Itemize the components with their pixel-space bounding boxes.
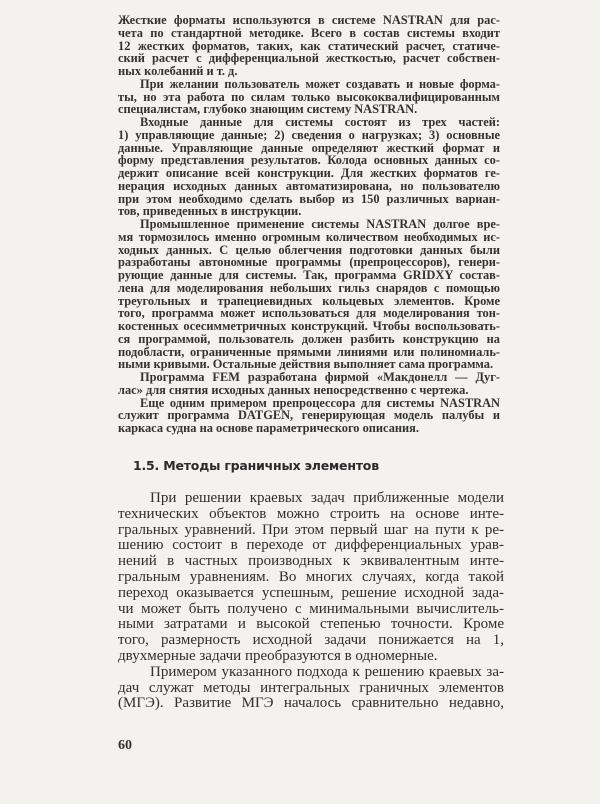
- text-line: держит описание всей конструкции. Для жестких форматов ге-: [118, 166, 500, 180]
- text-line: ты, но эта работа по силам только высококвалифицированным: [118, 89, 500, 104]
- text-line: 12 жестких форматов, таких, как статический расчет, статиче-: [118, 38, 500, 53]
- page-number: 60: [118, 738, 132, 753]
- text-line: каркаса судна на основе параметрического описания.: [118, 421, 419, 435]
- text-line: шению состоит в переходе от дифференциальных урав-: [118, 537, 504, 554]
- text-line: При решении краевых задач приближенные модели: [150, 490, 504, 506]
- text-block-boundary-elements: [118, 491, 504, 712]
- text-line: специалистам, глубоко знающим систему NASTRAN.: [118, 102, 418, 117]
- text-line: ными затратами и высокой степенью точности. Кроме: [118, 616, 504, 633]
- text-line: Примером указанного подхода к решению краевых за-: [150, 663, 504, 680]
- text-line: (МГЭ). Развитие МГЭ началось сравнительно недавно,: [118, 695, 504, 712]
- text-line: чи может быть получено с минимальными вычислитель-: [118, 600, 504, 617]
- text-line: Программа FEM разработана фирмой «Макдонелл — Дуг-: [140, 370, 500, 384]
- text-line: ными кривыми. Остальные действия выполняет сама программа.: [118, 357, 494, 372]
- text-line: нений в частных производных к эквивалентным инте-: [118, 553, 504, 570]
- text-line: разработаны автономные программы (препроцессоров), генери-: [118, 255, 500, 270]
- text-line: При желании пользователь может создавать и новые форма-: [140, 76, 500, 91]
- text-line: 1) управляющие данные; 2) сведения о нагрузках; 3) основные: [118, 127, 500, 142]
- text-line: Промышленное применение системы NASTRAN долгое вре-: [140, 217, 500, 231]
- text-line: дач служат методы интегральных граничных элементов: [118, 679, 504, 696]
- text-line: переход оказывается успешным, решение исходной зада-: [118, 584, 504, 601]
- text-line: ский расчет с дифференциальной жесткостью, расчет собствен-: [118, 51, 500, 66]
- text-line: рующие данные для системы. Так, программа GRIDXY состав-: [118, 268, 500, 282]
- text-line: при этом необходимо сделать выбор из 150 различных вариан-: [118, 191, 500, 206]
- text-line: гральным уравнениям. Во многих случаях, когда такой: [118, 568, 504, 585]
- text-line: подобласти, ограниченные прямыми линиями или полиномиаль-: [118, 344, 500, 359]
- text-line: лас» для снятия исходных данных непосредственно с чертежа.: [118, 382, 469, 397]
- text-line: двухмерные задачи преобразуются в одномерные.: [118, 647, 438, 664]
- text-line: Входные данные для системы состоят из трех частей:: [140, 115, 500, 129]
- text-line: ных колебаний и т. д.: [118, 64, 238, 78]
- text-line: служит программа DATGEN, генерирующая модель палубы и: [118, 408, 500, 423]
- text-block-nastran: [118, 14, 500, 435]
- text-line: костенных осесимметричных конструкций. Чтобы воспользовать-: [118, 319, 500, 333]
- text-line: ходных данных. С целью облегчения подготовки данных были: [118, 242, 500, 257]
- text-line: Еще одним примером препроцессора для системы NASTRAN: [140, 395, 500, 410]
- text-line: ся программой, пользователь должен разбить конструкцию на: [118, 331, 500, 346]
- text-line: того, программа может использоваться для моделирования тон-: [118, 306, 500, 321]
- text-line: нерация исходных данных автоматизирована, но пользователю: [118, 178, 500, 193]
- text-line: форму представления результатов. Колода основных данных со-: [118, 153, 500, 168]
- text-line: мя тормозилось именно огромным количеством необходимых ис-: [118, 229, 500, 244]
- text-line: того, размерность исходной задачи понижается на 1,: [118, 632, 504, 649]
- text-line: Жесткие форматы используются в системе NASTRAN для рас-: [118, 13, 500, 27]
- text-line: технических объектов можно строить на основе инте-: [118, 505, 504, 522]
- text-line: лена для моделирования небольших гильз снарядов с помощью: [118, 280, 500, 295]
- text-line: гральных уравнений. При этом первый шаг на пути к ре-: [118, 521, 504, 538]
- text-line: данные. Управляющие данные определяют жесткий формат и: [118, 140, 500, 155]
- text-line: тов, приведенных в инструкции.: [118, 204, 302, 219]
- text-line: треугольных и трапециевидных кольцевых элементов. Кроме: [118, 293, 500, 308]
- text-line: чета по стандартной методике. Всего в состав системы входит: [118, 25, 500, 40]
- section-heading: 1.5. Методы граничных элементов: [133, 458, 379, 473]
